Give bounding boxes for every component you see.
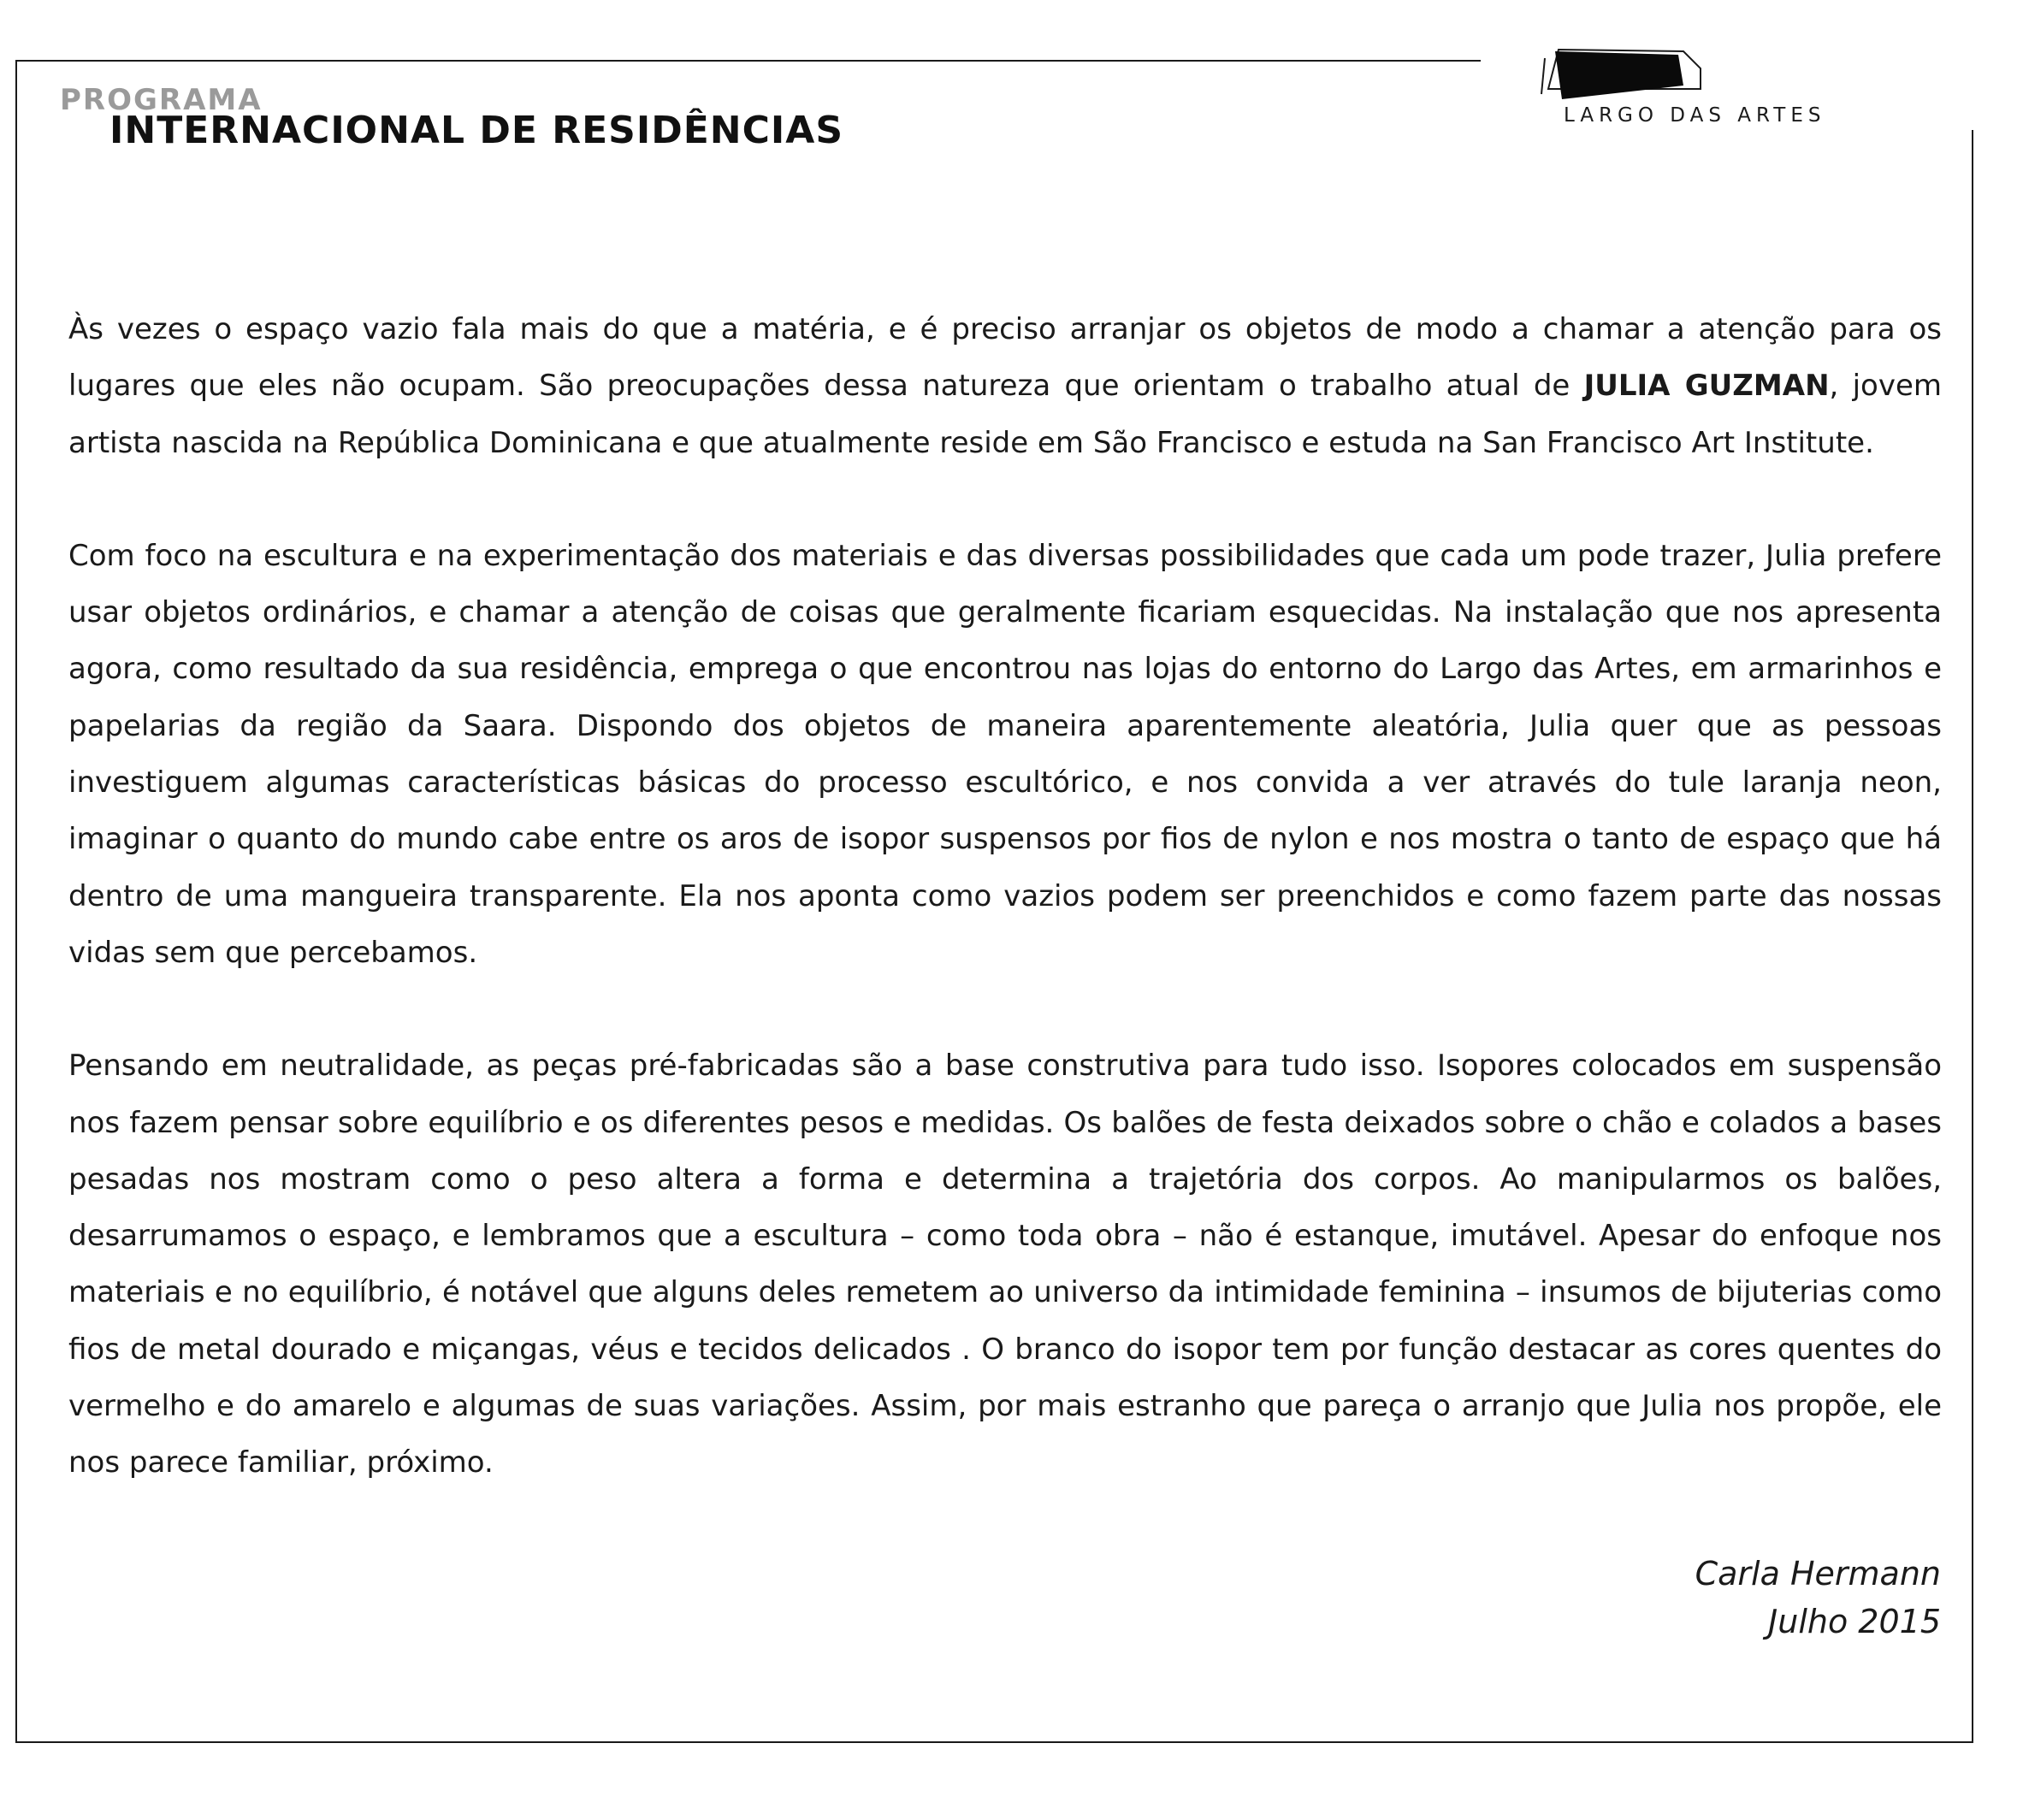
artist-name: JULIA GUZMAN (1583, 369, 1830, 404)
paragraph-1-intro: Às vezes o espaço vazio fala mais do que a matéria, e é preciso arranjar os objetos de modo a chamar a atenção para os lugares que eles não ocupam. São preocupações dessa natureza que orientam o trabalho atual de (68, 312, 1942, 404)
paragraph-2: Com foco na escultura e na experimentação dos materiais e das diversas possibilidades que cada um pode trazer, Julia prefere usar objetos ordinários, e chamar a atenção de coisas que geralmente ficariam esquecidas. Na instalação que nos apresenta agora, como resultado da sua residência, emprega o que encontrou nas lojas do entorno do Largo das Artes, em armarinhos e papelarias da região da Saara. Dispondo dos objetos de maneira aparentemente aleatória, Julia quer que as pessoas investiguem algumas características básicas do processo escultórico, e nos convida a ver através do tule laranja neon, imaginar o quanto do mundo cabe entre os aros de isopor suspensos por fios de nylon e nos mostra o tanto de espaço que há dentro de uma mangueira transparente. Ela nos aponta como vazios podem ser preenchidos e como fazem parte das nossas vidas sem que percebamos. (68, 538, 1942, 970)
signature-date: Julho 2015 (1768, 1603, 1941, 1640)
frame-top-line (15, 60, 1481, 62)
largo-das-artes-logo (1540, 46, 1942, 132)
program-title: INTERNACIONAL DE RESIDÊNCIAS (109, 109, 844, 152)
paragraph-1-rest: , jovem artista nascida na República Dominicana e que atualmente reside em São Francisco e estuda na San Francisco Art Institute. (68, 369, 1943, 460)
frame-bottom-line (15, 1741, 1973, 1743)
paragraph-1 (68, 301, 1942, 471)
article-body (68, 301, 1942, 1548)
signature-block (1695, 1550, 1941, 1646)
signature-author: Carla Hermann (1695, 1555, 1941, 1592)
frame-left-line (15, 60, 17, 1743)
program-label: PROGRAMA (60, 83, 263, 117)
frame-right-line (1972, 130, 1973, 1743)
paragraph-3: Pensando em neutralidade, as peças pré-fabricadas são a base construtiva para tudo isso. Isopores colocados em suspensão nos fazem pensar sobre equilíbrio e os diferentes pesos e medidas. Os balões de festa deixados sobre o chão e colados a bases pesadas nos mostram como o peso altera a forma e determina a trajetória dos corpos. Ao manipularmos os balões, desarrumamos o espaço, e lembramos que a escultura – como toda obra – não é estanque, imutável. Apesar do enfoque nos materiais e no equilíbrio, é notável que alguns deles remetem ao universo da intimidade feminina – insumos de bijuterias como fios de metal dourado e miçangas, véus e tecidos delicados . O branco do isopor tem por função destacar as cores quentes do vermelho e do amarelo e algumas de suas variações. Assim, por mais estranho que pareça o arranjo que Julia nos propõe, ele nos parece familiar, próximo. (68, 1049, 1942, 1480)
logo-name: LARGO DAS ARTES (1564, 104, 1826, 127)
